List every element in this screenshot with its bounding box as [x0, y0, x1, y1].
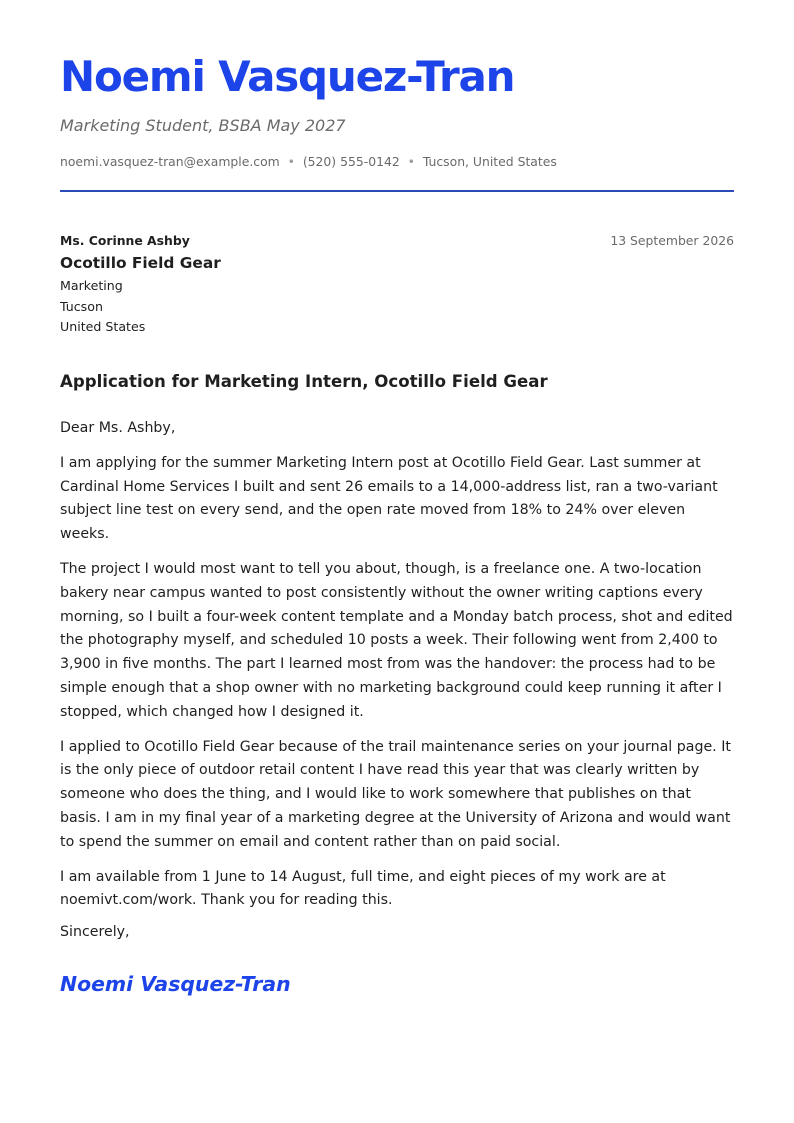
body-paragraph: I am available from 1 June to 14 August, full time, and eight pieces of my work are at noemivt.com/work. Thank you for reading this.	[60, 868, 666, 909]
contact-location: Tucson, United States	[422, 154, 557, 169]
body-paragraph: I applied to Ocotillo Field Gear because of the trail maintenance series on your journal page. It is the only piece of outdoor retail content I have read this year that was clearly written by someone who does the thing, and I would like to work somewhere that publishes on that basis. I am in my final year of a marketing degree at the University of Arizona and would want to spend the summer on email and content rather than on paid social.	[60, 738, 731, 850]
letter-body	[60, 417, 734, 924]
contact-line	[60, 154, 557, 169]
contact-separator: •	[407, 155, 415, 169]
closing: Sincerely,	[60, 924, 130, 940]
recipient-address-line: Marketing	[60, 278, 123, 293]
body-paragraph: The project I would most want to tell you about, though, is a freelance one. A two-location bakery near campus wanted to post consistently without the owner writing captions every morning, so I built a four-week content template and a Monday batch process, shot and edited the photography myself, and scheduled 10 posts a week. Their following went from 2,400 to 3,900 in five months. The part I learned most from was the handover: the process had to be simple enough that a shop owner with no marketing background could keep running it after I stopped, which changed how I designed it.	[60, 560, 733, 720]
recipient-address-line: Tucson	[60, 299, 103, 314]
header-divider	[60, 190, 734, 192]
recipient-name: Ms. Corinne Ashby	[60, 233, 190, 248]
applicant-subtitle: Marketing Student, BSBA May 2027	[60, 116, 346, 135]
salutation: Dear Ms. Ashby,	[60, 420, 176, 436]
signature: Noemi Vasquez-Tran	[60, 972, 291, 996]
contact-separator: •	[287, 155, 295, 169]
letter-date: 13 September 2026	[610, 233, 734, 248]
recipient-company: Ocotillo Field Gear	[60, 254, 221, 272]
body-paragraph: I am applying for the summer Marketing Intern post at Ocotillo Field Gear. Last summer at Cardinal Home Services I built and sent 26 emails to a 14,000-address list, ran a two-variant subject line test on every send, and the open rate moved from 18% to 24% over eleven weeks.	[60, 454, 718, 543]
applicant-name: Noemi Vasquez-Tran	[60, 52, 515, 101]
contact-phone[interactable]: (520) 555-0142	[302, 154, 400, 169]
recipient-address-line: United States	[60, 319, 146, 334]
contact-email[interactable]: noemi.vasquez-tran@example.com	[60, 154, 280, 169]
letter-subject: Application for Marketing Intern, Ocotillo Field Gear	[60, 372, 548, 391]
